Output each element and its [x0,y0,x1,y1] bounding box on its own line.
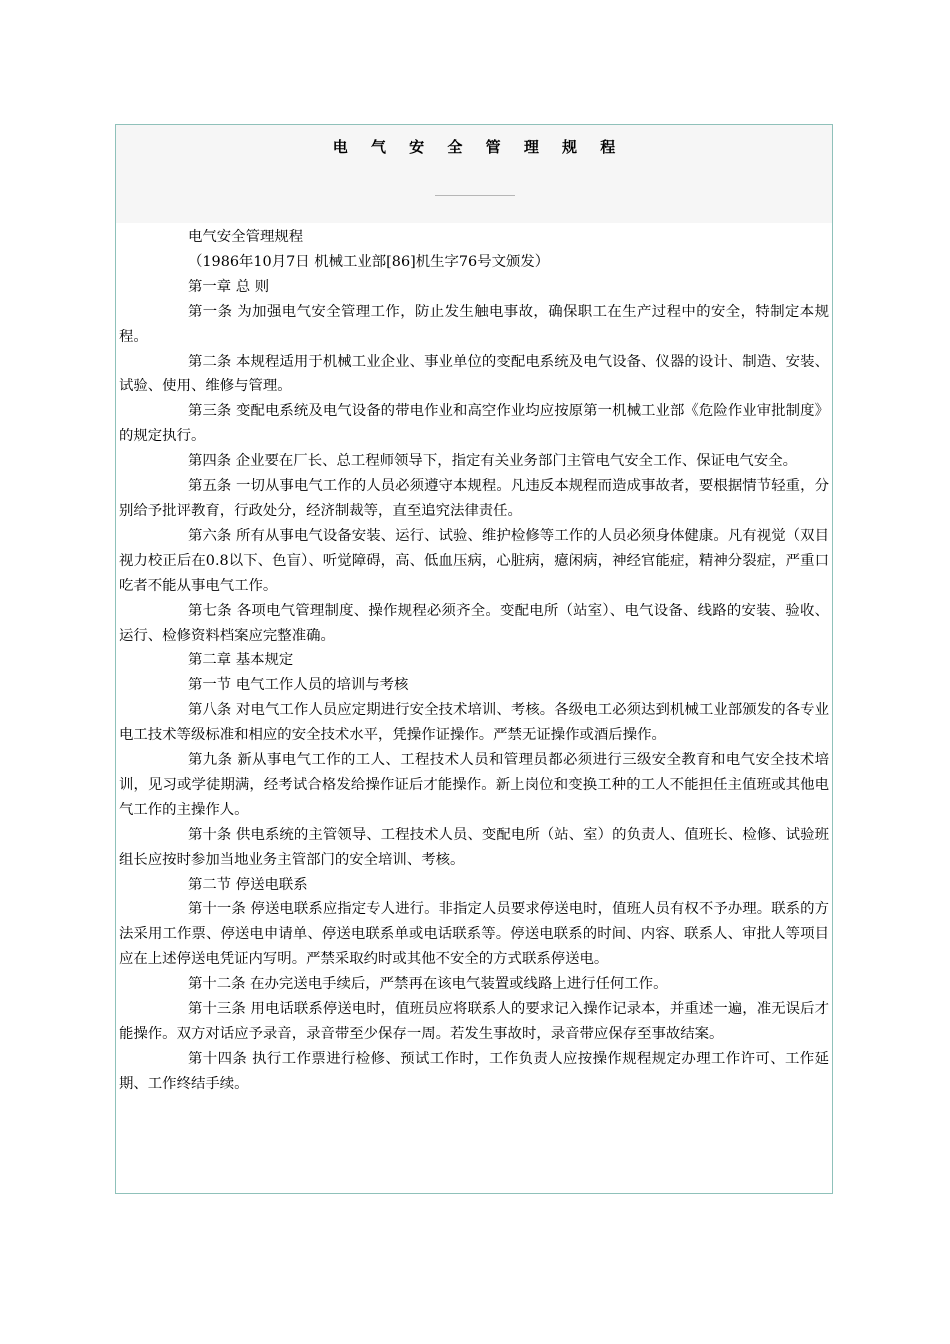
article-12: 第十二条 在办完送电手续后，严禁再在该电气装置或线路上进行任何工作。 [188,976,668,993]
article-10: 第十条 供电系统的主管领导、工程技术人员、变配电所（站、室）的负责人、值班长、检修、试验班组长应按时参加当地业务主管部门的安全培训、考核。 [119,826,829,868]
document-frame [115,124,833,1194]
title-band [116,125,832,223]
article-4: 第四条 企业要在厂长、总工程师领导下，指定有关业务部门主管电气安全工作、保证电气安全。 [188,453,797,470]
title-divider [435,195,515,196]
article-6: 第六条 所有从事电气设备安装、运行、试验、维护检修等工作的人员必须身体健康。凡有视觉（双目视力校正后在0.8以下、色盲）、听觉障碍，高、低血压病，心脏病，癔闲病，神经官能症，精神分裂症，严重口吃者不能从事电气工作。 [119,527,829,594]
section-heading-1: 第一节 电气工作人员的培训与考核 [188,677,409,694]
article-7: 第七条 各项电气管理制度、操作规程必须齐全。变配电所（站室）、电气设备、线路的安装、验收、运行、检修资料档案应完整准确。 [119,602,829,644]
article-2: 第二条 本规程适用于机械工业企业、事业单位的变配电系统及电气设备、仪器的设计、制造、安装、试验、使用、维修与管理。 [119,353,829,395]
article-3: 第三条 变配电系统及电气设备的带电作业和高空作业均应按原第一机械工业部《危险作业审批制度》的规定执行。 [119,403,829,445]
article-9: 第九条 新从事电气工作的工人、工程技术人员和管理员都必须进行三级安全教育和电气安全技术培训，见习或学徒期满，经考试合格发给操作证后才能操作。新上岗位和变换工种的工人不能担任主值班或其他电气工作的主操作人。 [119,752,829,818]
article-14: 第十四条 执行工作票进行检修、预试工作时，工作负责人应按操作规程规定办理工作许可、工作延期、工作终结手续。 [119,1050,829,1092]
article-5: 第五条 一切从事电气工作的人员必须遵守本规程。凡违反本规程而造成事故者，要根据情节轻重，分别给予批评教育，行政处分，经济制裁等，直至追究法律责任。 [119,478,829,519]
section-heading-2: 第二节 停送电联系 [188,876,308,893]
paragraph-issue-note: （1986年10月7日 机械工业部[86]机生字76号文颁发） [188,253,550,270]
article-13: 第十三条 用电话联系停送电时，值班员应将联系人的要求记入操作记录本，并重述一遍，准无误后才能操作。双方对话应予录音，录音带至少保存一周。若发生事故时，录音带应保存至事故结案。 [119,1001,829,1042]
chapter-heading-2: 第二章 基本规定 [188,652,294,669]
chapter-heading-1: 第一章 总 则 [188,278,270,295]
paragraph-heading: 电气安全管理规程 [188,229,304,245]
document-title: 电 气 安 全 管 理 规 程 [332,138,625,156]
article-11: 第十一条 停送电联系应指定专人进行。非指定人员要求停送电时，值班人员有权不予办理。联系的方法采用工作票、停送电申请单、停送电联系单或电话联系等。停送电联系的时间、内容、联系人、审批人等项目应在上述停送电凭证内写明。严禁采取约时或其他不安全的方式联系停送电。 [119,901,829,968]
article-1: 第一条 为加强电气安全管理工作，防止发生触电事故，确保职工在生产过程中的安全，特制定本规程。 [119,303,829,345]
article-8: 第八条 对电气工作人员应定期进行安全技术培训、考核。各级电工必须达到机械工业部颁发的各专业电工技术等级标准和相应的安全技术水平，凭操作证操作。严禁无证操作或酒后操作。 [119,702,829,744]
document-body [116,225,832,1097]
